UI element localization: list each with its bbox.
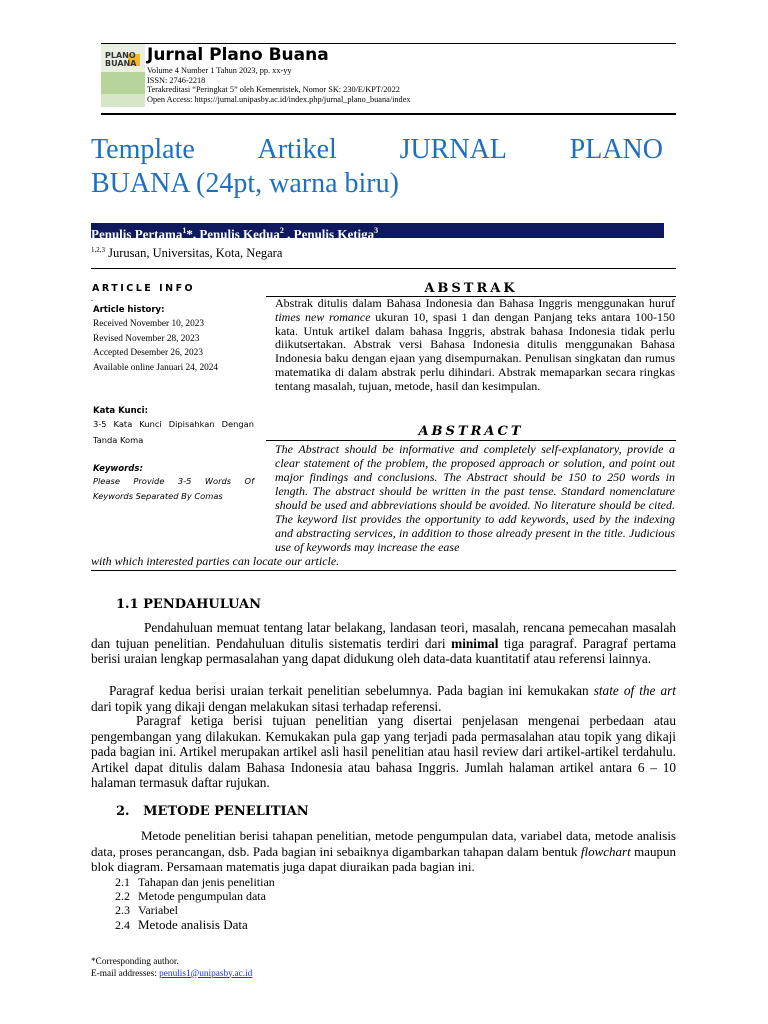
- author-separator: ,: [283, 226, 294, 242]
- author-2: Penulis Kedua: [199, 226, 280, 242]
- info-bottom-rule: [91, 570, 676, 571]
- section-1-heading: 1.1 PENDAHULUAN: [116, 597, 262, 612]
- section-1-para-2: [91, 683, 676, 714]
- para-italic: state of the art: [593, 683, 676, 698]
- footnote: [91, 957, 252, 980]
- title-line-1: [91, 133, 663, 167]
- affiliation: [91, 242, 282, 261]
- para-text: tiga paragraf. Paragraf pertama berisi uraian lengkap permasalahan yang dapat didukung oleh data-data kuantitatif atau referensi lainnya.: [91, 635, 676, 667]
- section-2-heading: [116, 804, 309, 819]
- section-1-para-3: Paragraf ketiga berisi tujuan penelitian yang disertai penjelasan mengenai perbedaan atau pengembangan yang dilakukan. Kemukakan pula gap yang terjadi pada permasalahan atau topik yang dikaji pada bagian ini. Artikel merupakan artikel asli hasil penelitian atau hasil review dari artikel-artikel terdahulu. Artikel dapat ditulis dalam Bahasa Indonesia atau bahasa Inggris. Jumlah halaman artikel antara 6 – 10 halaman termasuk daftar rujukan.: [91, 713, 676, 791]
- history-revised: Revised November 28, 2023: [93, 333, 200, 344]
- section-2-number: 2.: [116, 804, 130, 819]
- kata-kunci-block: [93, 406, 254, 448]
- header-bottom-rule: [101, 113, 676, 115]
- article-title: [91, 133, 663, 201]
- author-3-sup: 3: [374, 226, 379, 235]
- history-received: Received November 10, 2023: [93, 319, 205, 329]
- list-number: 2.4: [115, 917, 130, 932]
- footnote-email-line: [91, 969, 252, 981]
- history-online: Available online Januari 24, 2024: [93, 362, 219, 373]
- keywords-heading: Keywords:: [93, 464, 143, 474]
- para-bold: minimal: [451, 635, 499, 651]
- info-top-rule: [91, 268, 676, 269]
- keywords-block: [93, 464, 254, 504]
- logo-text-2: BUANA: [105, 59, 137, 68]
- journal-accreditation: Terakreditasi “Peringkat 5” oleh Kemenristek, Nomor SK: 230/E/KPT/2022: [147, 85, 400, 95]
- list-number: 2.1: [115, 875, 130, 889]
- kata-kunci-heading: Kata Kunci:: [93, 406, 148, 416]
- list-item: [115, 918, 275, 932]
- author-3: Penulis Ketiga: [293, 226, 375, 242]
- journal-meta: [147, 66, 411, 104]
- journal-open-access: Open Access: https://jurnal.unipasby.ac.id/index.php/jurnal_plano_buana/index: [147, 94, 411, 104]
- article-history: [93, 305, 218, 375]
- keywords-line-2: Keywords Separated By Comas: [93, 491, 223, 501]
- author-1-sup: 1: [182, 226, 187, 235]
- journal-logo: [101, 44, 145, 107]
- list-label: Tahapan dan jenis penelitian: [138, 875, 275, 889]
- email-label: E-mail addresses:: [91, 968, 160, 979]
- author-2-sup: 2: [279, 226, 284, 235]
- section-2-para-1: [91, 828, 676, 875]
- logo-text-1: PLANO: [105, 51, 136, 60]
- list-label: Metode pengumpulan data: [138, 889, 266, 904]
- abstrak-text: [275, 297, 675, 394]
- author-band: [91, 223, 664, 242]
- info-dot: .: [91, 294, 93, 303]
- footnote-corresponding: *Corresponding author.: [91, 957, 179, 967]
- history-heading: Article history:: [93, 305, 165, 315]
- history-list: [93, 317, 218, 375]
- para-text: Metode penelitian berisi tahapan penelitian, metode pengumpulan data, variabel data, metode analisis data, proses perancangan, dsb. Pada bagian ini sebaiknya digambarkan tahapan dalam bentuk: [91, 828, 676, 859]
- abstrak-heading: ABSTRAK: [424, 281, 518, 296]
- list-label: Variabel: [138, 903, 178, 918]
- title-word: PLANO: [569, 134, 663, 165]
- keywords-line-1: Please Provide 3-5 Words Of: [93, 476, 254, 486]
- corresponding-mark: *,: [186, 226, 200, 242]
- para-text: Pendahuluan memuat tentang latar belakang, landasan teori, masalah, rencana pemecahan masalah dan tujuan penelitian. Pendahuluan ditulis sistematis terdiri dari: [91, 620, 676, 651]
- list-number: 2.3: [115, 903, 130, 918]
- journal-name: Jurnal Plano Buana: [147, 45, 329, 65]
- author-1: Penulis Pertama: [91, 226, 183, 242]
- list-number: 2.2: [115, 889, 130, 904]
- title-line-2: BUANA (24pt, warna biru): [91, 168, 399, 199]
- list-item: [115, 889, 275, 903]
- affiliation-text: Jurusan, Universitas, Kota, Negara: [105, 246, 283, 261]
- abstract-text: The Abstract should be informative and completely self-explanatory, provide a clear statement of the problem, the proposed approach or solution, and point out major findings and conclusions. The Abstract should be 150 to 250 words in length. The abstract should be written in the past tense. Standard nomenclature should be used and abbreviations should be avoided. No literature should be cited. The keyword list provides the opportunity to add keywords, used by the indexing and abstracting services, in addition to those already present in the title. Judicious use of keywords may increase the ease: [275, 442, 675, 554]
- affiliation-sup: 1,2,3: [91, 246, 105, 254]
- email-link[interactable]: penulis1@unipasby.ac.id: [159, 968, 253, 979]
- title-word: Template: [91, 134, 195, 165]
- abstrak-part: Abstrak ditulis dalam Bahasa Indonesia dan Bahasa Inggris menggunakan huruf: [275, 296, 675, 310]
- kata-kunci-line-2: Tanda Koma: [93, 435, 144, 445]
- abstract-heading: ABSTRACT: [418, 424, 524, 439]
- para-italic: flowchart: [580, 843, 631, 859]
- section-1-para-1: [91, 620, 676, 667]
- abstract-last-line: with which interested parties can locate our article.: [91, 554, 340, 568]
- para-text: maupun blok diagram. Persamaan matematis juga dapat diuraikan pada bagian ini.: [91, 843, 676, 875]
- title-word: Artikel: [257, 134, 337, 165]
- journal-volume: Volume 4 Number 1 Tahun 2023, pp. xx-yy: [147, 66, 292, 75]
- abstract-rule: [266, 440, 676, 441]
- list-item: [115, 875, 275, 889]
- method-list: [115, 875, 275, 932]
- abstrak-italic: times new romance: [275, 309, 371, 324]
- article-info-heading: ARTICLE INFO: [92, 283, 196, 294]
- list-item: [115, 903, 275, 917]
- journal-issn: ISSN: 2746-2218: [147, 75, 206, 85]
- para-text: Paragraf kedua berisi uraian terkait penelitian sebelumnya. Pada bagian ini kemukakan: [109, 683, 594, 698]
- history-accepted: Accepted Desember 26, 2023: [93, 348, 203, 358]
- list-label: Metode analisis Data: [138, 916, 248, 932]
- para-text: dari topik yang dikaji dengan melakukan sitasi terhadap referensi.: [91, 698, 442, 714]
- abstrak-part: ukuran 10, spasi 1 dan dengan Panjang teks antara 100-150 kata. Untuk artikel dalam bahasa Inggris, abstrak bahasa Indonesia tidak perlu diikutsertakan. Abstrak versi Bahasa Indonesia ditulis menggunakan Bahasa Indonesia baku dengan ejaan yang disempurnakan. Penulisan singkatan dan rumus matematika di dalam abstrak perlu dihindari. Abstrak memaparkan secara ringkas tentang masalah, tujuan, metode, hasil dan kesimpulan.: [275, 309, 675, 393]
- title-word: JURNAL: [399, 134, 507, 165]
- kata-kunci-line-1: 3-5 Kata Kunci Dipisahkan Dengan: [93, 419, 254, 429]
- section-2-title: METODE PENELITIAN: [143, 804, 309, 819]
